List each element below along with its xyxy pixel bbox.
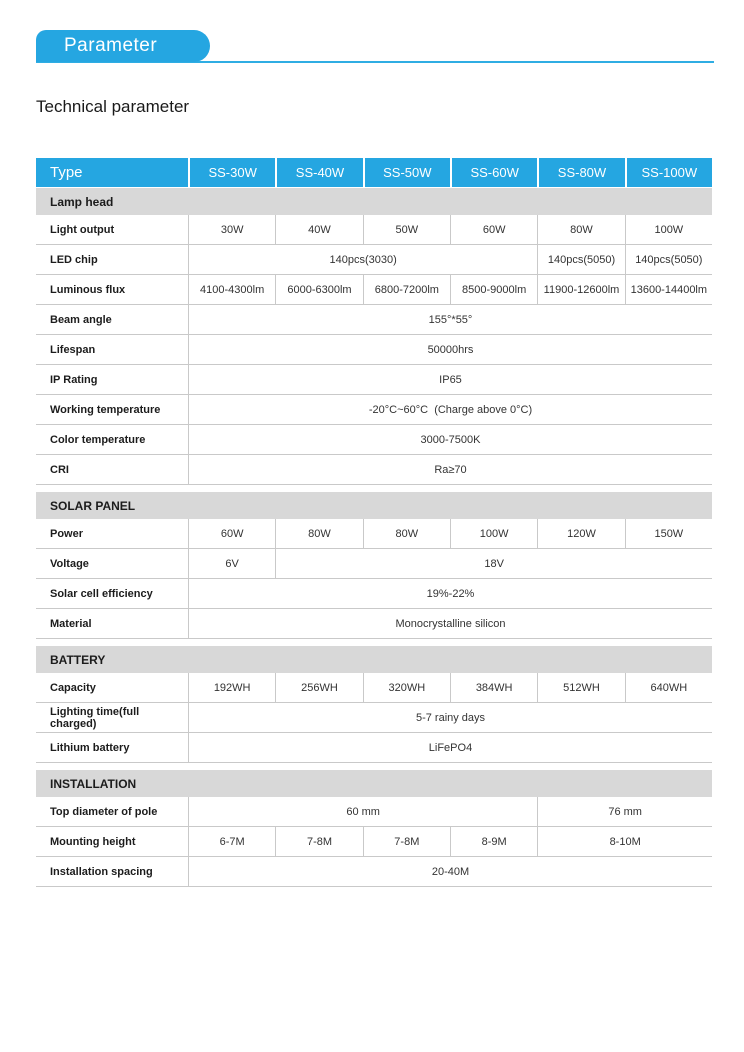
row-label-top-diameter-of-pole: Top diameter of pole	[50, 805, 158, 818]
table-row-beam-angle	[36, 305, 712, 335]
column-header-ss-30w: SS-30W	[188, 158, 275, 187]
row-label-lithium-battery: Lithium battery	[50, 741, 130, 754]
parameter-tab-label: Parameter	[64, 35, 158, 56]
table-row-power	[36, 519, 712, 549]
value-cell: 11900-12600lm	[537, 275, 624, 304]
table-row-ip-rating	[36, 365, 712, 395]
value-cell: 8500-9000lm	[450, 275, 537, 304]
row-label-voltage: Voltage	[50, 557, 89, 570]
section-header-solar-panel: SOLAR PANEL	[36, 492, 712, 519]
value-cell: 50W	[363, 215, 450, 244]
table-header-row	[36, 158, 712, 187]
column-header-ss-40w: SS-40W	[275, 158, 362, 187]
value-cell: 150W	[625, 519, 712, 548]
value-cell: 640WH	[625, 673, 712, 702]
table-row-installation-spacing	[36, 857, 712, 887]
row-label-luminous-flux: Luminous flux	[50, 283, 126, 296]
row-label-beam-angle: Beam angle	[50, 313, 112, 326]
value-cell: 60W	[188, 519, 275, 548]
value-cell: 320WH	[363, 673, 450, 702]
table-row-lighting-time-full-charged	[36, 703, 712, 733]
value-cell: 100W	[450, 519, 537, 548]
value-cell: 20-40M	[188, 857, 712, 886]
section-header-installation: INSTALLATION	[36, 770, 712, 797]
row-label-mounting-height: Mounting height	[50, 835, 136, 848]
row-label-cri: CRI	[50, 463, 69, 476]
value-cell: 40W	[275, 215, 362, 244]
value-cell: 384WH	[450, 673, 537, 702]
page-subtitle: Technical parameter	[36, 97, 190, 116]
value-cell: 19%-22%	[188, 579, 712, 608]
table-row-capacity	[36, 673, 712, 703]
value-cell: 13600-14400lm	[625, 275, 712, 304]
column-header-ss-100w: SS-100W	[625, 158, 712, 187]
value-cell: 155°*55°	[188, 305, 712, 334]
value-cell: 4100-4300lm	[188, 275, 275, 304]
table-row-solar-cell-efficiency	[36, 579, 712, 609]
row-label-lifespan: Lifespan	[50, 343, 96, 356]
row-label-color-temperature: Color temperature	[50, 433, 146, 446]
section-header-lamp-head: Lamp head	[36, 188, 712, 215]
table-row-cri	[36, 455, 712, 485]
row-label-power: Power	[50, 527, 84, 540]
table-row-working-temperature	[36, 395, 712, 425]
value-cell: 8-10M	[537, 827, 712, 856]
value-cell: 6-7M	[188, 827, 275, 856]
value-cell: 60 mm	[188, 797, 537, 826]
row-label-capacity: Capacity	[50, 681, 96, 694]
row-label-installation-spacing: Installation spacing	[50, 865, 153, 878]
value-cell: 512WH	[537, 673, 624, 702]
table-row-material	[36, 609, 712, 639]
section-header-battery: BATTERY	[36, 646, 712, 673]
row-label-working-temperature: Working temperature	[50, 403, 161, 416]
value-cell: 80W	[275, 519, 362, 548]
value-cell: 6800-7200lm	[363, 275, 450, 304]
row-label-light-output: Light output	[50, 223, 115, 236]
parameter-tab	[36, 30, 210, 62]
value-cell: 140pcs(5050)	[625, 245, 712, 274]
column-header-type: Type	[36, 158, 188, 187]
value-cell: 8-9M	[450, 827, 537, 856]
technical-parameter-table	[36, 158, 712, 887]
table-row-lithium-battery	[36, 733, 712, 763]
value-cell: 5-7 rainy days	[188, 703, 712, 732]
value-cell: 140pcs(5050)	[537, 245, 624, 274]
value-cell: 6V	[188, 549, 275, 578]
value-cell: IP65	[188, 365, 712, 394]
value-cell: 256WH	[275, 673, 362, 702]
table-row-led-chip	[36, 245, 712, 275]
value-cell: 7-8M	[275, 827, 362, 856]
value-cell: LiFePO4	[188, 733, 712, 762]
value-cell: 3000-7500K	[188, 425, 712, 454]
value-cell: 50000hrs	[188, 335, 712, 364]
value-cell: 140pcs(3030)	[188, 245, 537, 274]
table-row-color-temperature	[36, 425, 712, 455]
table-row-luminous-flux	[36, 275, 712, 305]
value-cell: Ra≥70	[188, 455, 712, 484]
row-label-ip-rating: IP Rating	[50, 373, 98, 386]
table-row-mounting-height	[36, 827, 712, 857]
value-cell: 120W	[537, 519, 624, 548]
value-cell: Monocrystalline silicon	[188, 609, 712, 638]
table-row-lifespan	[36, 335, 712, 365]
value-cell: 76 mm	[537, 797, 712, 826]
table-row-voltage	[36, 549, 712, 579]
value-cell: 80W	[537, 215, 624, 244]
value-cell: 6000-6300lm	[275, 275, 362, 304]
row-label-lighting-time-full-charged: Lighting time(full charged)	[50, 705, 140, 730]
row-label-led-chip: LED chip	[50, 253, 98, 266]
value-cell: 60W	[450, 215, 537, 244]
table-row-light-output	[36, 215, 712, 245]
value-cell: 80W	[363, 519, 450, 548]
table-row-top-diameter-of-pole	[36, 797, 712, 827]
row-label-material: Material	[50, 617, 92, 630]
value-cell: 18V	[275, 549, 712, 578]
value-cell: -20°C~60°C (Charge above 0°C)	[188, 395, 712, 424]
value-cell: 7-8M	[363, 827, 450, 856]
section-tab-bar	[36, 30, 714, 63]
column-header-ss-60w: SS-60W	[450, 158, 537, 187]
value-cell: 192WH	[188, 673, 275, 702]
column-header-ss-80w: SS-80W	[537, 158, 624, 187]
column-header-ss-50w: SS-50W	[363, 158, 450, 187]
value-cell: 100W	[625, 215, 712, 244]
row-label-solar-cell-efficiency: Solar cell efficiency	[50, 587, 153, 600]
value-cell: 30W	[188, 215, 275, 244]
